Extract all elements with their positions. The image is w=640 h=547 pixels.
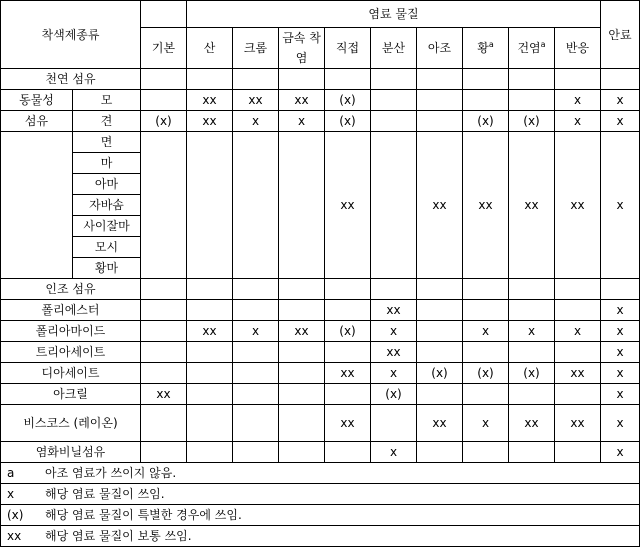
header-blank <box>141 1 187 28</box>
fiber-type-header: 착색제종류 <box>1 1 141 69</box>
column-footnote-mark: a <box>488 40 494 49</box>
table-cell <box>233 69 279 90</box>
table-cell <box>233 384 279 405</box>
table-cell: xx <box>141 384 187 405</box>
table-cell <box>187 132 233 279</box>
table-cell <box>417 342 463 363</box>
pigment-header: 안료 <box>601 1 640 69</box>
table-cell: (x) <box>141 111 187 132</box>
table-cell <box>325 279 371 300</box>
dye-column-header <box>555 28 601 69</box>
table-row <box>1 442 640 463</box>
table-cell <box>463 279 509 300</box>
section-natural-fibers: 천연 섬유 <box>1 69 141 90</box>
table-cell <box>555 342 601 363</box>
fiber-name: 디아세이트 <box>1 363 141 384</box>
fiber-name: 견 <box>73 111 141 132</box>
table-row <box>1 69 640 90</box>
fiber-name: 자바솜 <box>73 195 141 216</box>
table-cell <box>187 279 233 300</box>
table-cell <box>509 342 555 363</box>
table-cell <box>417 90 463 111</box>
dye-column-header <box>187 28 233 69</box>
table-cell <box>141 69 187 90</box>
dye-column-header <box>371 28 417 69</box>
table-row <box>1 321 640 342</box>
fiber-name: 모 <box>73 90 141 111</box>
table-cell <box>325 384 371 405</box>
table-cell: (x) <box>509 363 555 384</box>
table-cell: x <box>601 405 640 442</box>
column-label: 금속 착염 <box>282 31 321 65</box>
legend-entry <box>1 526 640 547</box>
table-cell <box>233 279 279 300</box>
section-animal-fibers-sub: 섬유 <box>1 111 73 132</box>
table-cell <box>417 300 463 321</box>
table-cell <box>141 363 187 384</box>
table-cell: xx <box>279 90 325 111</box>
table-row <box>1 279 640 300</box>
table-cell: xx <box>555 132 601 279</box>
table-cell <box>509 69 555 90</box>
table-cell: (x) <box>463 363 509 384</box>
table-cell <box>463 384 509 405</box>
table-cell <box>141 442 187 463</box>
table-row <box>1 384 640 405</box>
fiber-name: 면 <box>73 132 141 153</box>
table-cell <box>141 342 187 363</box>
table-cell <box>187 342 233 363</box>
column-label: 아조 <box>427 41 452 55</box>
column-label: 기본 <box>151 41 176 55</box>
table-cell: xx <box>325 363 371 384</box>
table-cell <box>325 69 371 90</box>
table-cell: x <box>601 300 640 321</box>
table-cell <box>141 132 187 279</box>
fiber-name: 사이잘마 <box>73 216 141 237</box>
table-cell: x <box>371 363 417 384</box>
fiber-name: 염화비닐섬유 <box>1 442 141 463</box>
table-cell <box>141 279 187 300</box>
table-cell <box>417 384 463 405</box>
table-cell <box>509 279 555 300</box>
table-cell <box>555 442 601 463</box>
table-cell <box>325 300 371 321</box>
table-cell <box>371 279 417 300</box>
fiber-name: 트리아세이트 <box>1 342 141 363</box>
legend-symbol: (x) <box>7 508 24 522</box>
table-cell <box>371 69 417 90</box>
table-row <box>1 526 640 547</box>
table-cell: x <box>601 90 640 111</box>
table-cell <box>463 69 509 90</box>
table-cell <box>463 300 509 321</box>
table-cell: x <box>555 111 601 132</box>
table-cell <box>141 321 187 342</box>
table-cell: (x) <box>325 321 371 342</box>
table-cell <box>141 300 187 321</box>
legend-symbol: x <box>7 487 15 501</box>
table-cell: x <box>509 321 555 342</box>
table-cell <box>325 342 371 363</box>
fiber-name: 비스코스 (레이온) <box>1 405 141 442</box>
table-cell <box>279 279 325 300</box>
dye-column-header <box>141 28 187 69</box>
fiber-name: 황마 <box>73 258 141 279</box>
table-cell <box>187 300 233 321</box>
table-cell: xx <box>509 405 555 442</box>
table-cell <box>233 132 279 279</box>
legend-symbol: xx <box>7 529 22 543</box>
column-label: 직접 <box>335 41 360 55</box>
table-cell <box>187 384 233 405</box>
legend-entry <box>1 484 640 505</box>
table-cell <box>233 363 279 384</box>
table-cell: x <box>555 90 601 111</box>
legend-text: 해당 염료 물질이 보통 쓰임. <box>45 529 192 543</box>
table-cell: x <box>601 111 640 132</box>
table-cell <box>371 132 417 279</box>
table-cell <box>555 384 601 405</box>
dye-column-header <box>233 28 279 69</box>
column-label: 산 <box>203 41 216 55</box>
column-label: 황 <box>477 41 489 55</box>
table-cell <box>417 69 463 90</box>
table-cell: xx <box>463 132 509 279</box>
table-row <box>1 90 640 111</box>
table-cell: x <box>233 111 279 132</box>
table-cell <box>509 300 555 321</box>
table-cell: (x) <box>325 90 371 111</box>
table-row <box>1 484 640 505</box>
table-cell: x <box>601 363 640 384</box>
legend-text: 해당 염료 물질이 쓰임. <box>45 487 165 501</box>
legend-text: 해당 염료 물질이 특별한 경우에 쓰임. <box>45 508 242 522</box>
table-cell <box>371 111 417 132</box>
table-row <box>1 363 640 384</box>
table-cell: x <box>601 442 640 463</box>
table-cell <box>187 69 233 90</box>
fiber-name: 아크릴 <box>1 384 141 405</box>
table-cell: (x) <box>509 111 555 132</box>
table-cell: xx <box>325 405 371 442</box>
table-cell <box>233 342 279 363</box>
table-cell <box>417 321 463 342</box>
table-cell <box>233 300 279 321</box>
table-cell: x <box>463 405 509 442</box>
table-cell <box>509 90 555 111</box>
legend-symbol: a <box>7 466 15 480</box>
table-cell <box>371 405 417 442</box>
table-cell <box>187 363 233 384</box>
table-cell: x <box>601 342 640 363</box>
table-cell: xx <box>555 363 601 384</box>
table-row <box>1 111 640 132</box>
column-footnote-mark: a <box>540 40 546 49</box>
table-cell: x <box>601 384 640 405</box>
table-cell: xx <box>187 321 233 342</box>
table-cell: xx <box>325 132 371 279</box>
legend-entry <box>1 463 640 484</box>
section-synthetic-fibers: 인조 섬유 <box>1 279 141 300</box>
table-cell <box>187 405 233 442</box>
dye-column-header <box>325 28 371 69</box>
dye-column-header <box>417 28 463 69</box>
dye-column-header <box>509 28 555 69</box>
table-cell <box>417 279 463 300</box>
fiber-name: 폴리아마이드 <box>1 321 141 342</box>
table-row <box>1 132 640 153</box>
dye-column-header <box>279 28 325 69</box>
table-cell: xx <box>371 300 417 321</box>
table-row <box>1 300 640 321</box>
fiber-name: 아마 <box>73 174 141 195</box>
table-cell <box>555 279 601 300</box>
column-label: 크롬 <box>243 41 268 55</box>
legend-entry <box>1 505 640 526</box>
table-cell <box>463 342 509 363</box>
column-label: 반응 <box>565 41 590 55</box>
table-cell <box>555 69 601 90</box>
table-cell <box>463 90 509 111</box>
table-cell <box>279 132 325 279</box>
table-cell: (x) <box>463 111 509 132</box>
table-row <box>1 342 640 363</box>
table-cell <box>279 384 325 405</box>
table-cell: x <box>555 321 601 342</box>
table-cell: xx <box>417 405 463 442</box>
table-cell: (x) <box>371 384 417 405</box>
table-cell <box>279 69 325 90</box>
table-cell: x <box>601 321 640 342</box>
fiber-name: 폴리에스터 <box>1 300 141 321</box>
table-cell: x <box>371 321 417 342</box>
table-row <box>1 463 640 484</box>
table-cell: xx <box>233 90 279 111</box>
table-cell: xx <box>187 111 233 132</box>
table-cell <box>417 111 463 132</box>
fiber-name: 모시 <box>73 237 141 258</box>
table-cell: (x) <box>325 111 371 132</box>
table-cell: x <box>463 321 509 342</box>
table-cell <box>141 405 187 442</box>
table-cell <box>279 363 325 384</box>
table-cell <box>601 279 640 300</box>
table-cell: xx <box>187 90 233 111</box>
table-cell: x <box>279 111 325 132</box>
table-cell: xx <box>371 342 417 363</box>
table-cell <box>601 69 640 90</box>
table-row <box>1 405 640 442</box>
legend-text: 아조 염료가 쓰이지 않음. <box>45 466 177 480</box>
table-cell: x <box>233 321 279 342</box>
fiber-name: 마 <box>73 153 141 174</box>
table-cell <box>233 442 279 463</box>
table-cell: xx <box>279 321 325 342</box>
table-cell <box>279 442 325 463</box>
table-cell: x <box>601 132 640 279</box>
table-cell <box>417 442 463 463</box>
dye-group-header: 염료 물질 <box>187 1 601 28</box>
column-label: 분산 <box>381 41 406 55</box>
section-animal-fibers: 동물성 <box>1 90 73 111</box>
table-cell <box>233 405 279 442</box>
plant-fiber-group <box>1 132 73 279</box>
table-cell <box>509 442 555 463</box>
table-cell <box>279 300 325 321</box>
column-label: 건염 <box>517 41 541 55</box>
table-cell <box>141 90 187 111</box>
table-cell <box>371 90 417 111</box>
table-cell: x <box>371 442 417 463</box>
table-cell <box>187 442 233 463</box>
table-cell <box>279 405 325 442</box>
table-cell <box>325 442 371 463</box>
table-cell <box>555 300 601 321</box>
table-cell: xx <box>509 132 555 279</box>
table-cell: xx <box>417 132 463 279</box>
table-cell: (x) <box>417 363 463 384</box>
dye-column-header <box>463 28 509 69</box>
table-cell <box>279 342 325 363</box>
table-row <box>1 505 640 526</box>
table-cell: xx <box>555 405 601 442</box>
table-cell <box>463 442 509 463</box>
table-cell <box>509 384 555 405</box>
